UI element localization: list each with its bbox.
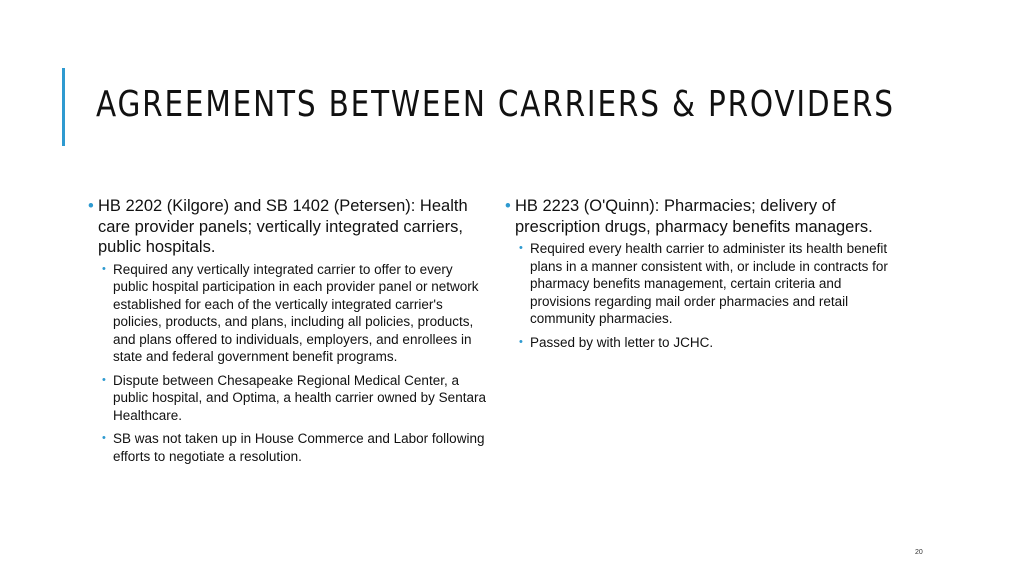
list-item: [88, 372, 488, 425]
slide-title: AGREEMENTS BETWEEN CARRIERS & PROVIDERS: [96, 84, 895, 125]
title-accent-bar: [62, 68, 65, 146]
list-item: [505, 240, 905, 328]
list-item-text: SB was not taken up in House Commerce and Labor following efforts to negotiate a resolution.: [113, 431, 485, 464]
page-number: 20: [915, 549, 923, 556]
left-column: [88, 196, 488, 471]
right-heading: HB 2223 (O'Quinn): Pharmacies; delivery of prescription drugs, pharmacy benefits managers.: [515, 197, 873, 236]
left-sub-list: [88, 261, 488, 466]
right-sub-list: [505, 240, 905, 351]
bullet-icon: •: [519, 242, 523, 254]
left-heading: HB 2202 (Kilgore) and SB 1402 (Petersen): Health care provider panels; vertically integrated carriers, public hospitals.: [98, 197, 468, 256]
list-item: [505, 334, 905, 352]
list-item-text: Passed by with letter to JCHC.: [530, 334, 714, 350]
right-column: [505, 196, 905, 357]
list-item: [88, 430, 488, 465]
bullet-icon: •: [505, 197, 511, 215]
right-main-bullet: [505, 196, 905, 237]
list-item-text: Required every health carrier to administer its health benefit plans in a manner consistent with, or include in contracts for pharmacy benefits management, certain criteria and provisions regarding mail order pharmacies and retail community pharmacies.: [530, 241, 888, 326]
bullet-icon: •: [102, 432, 106, 444]
bullet-icon: •: [102, 262, 106, 275]
bullet-icon: •: [519, 335, 523, 348]
left-main-bullet: [88, 196, 488, 258]
list-item-text: Required any vertically integrated carrier to offer to every public hospital participation in each provider panel or network established for each of the vertically integrated carrier's policies, products, and plans, including all policies, products, and plans offered to individuals, employers, and enrollees in state and federal government benefit programs.: [113, 261, 479, 364]
bullet-icon: •: [102, 373, 106, 386]
list-item-text: Dispute between Chesapeake Regional Medical Center, a public hospital, and Optima, a health carrier owned by Sentara Healthcare.: [113, 372, 486, 423]
bullet-icon: •: [88, 197, 94, 215]
list-item: [88, 261, 488, 366]
